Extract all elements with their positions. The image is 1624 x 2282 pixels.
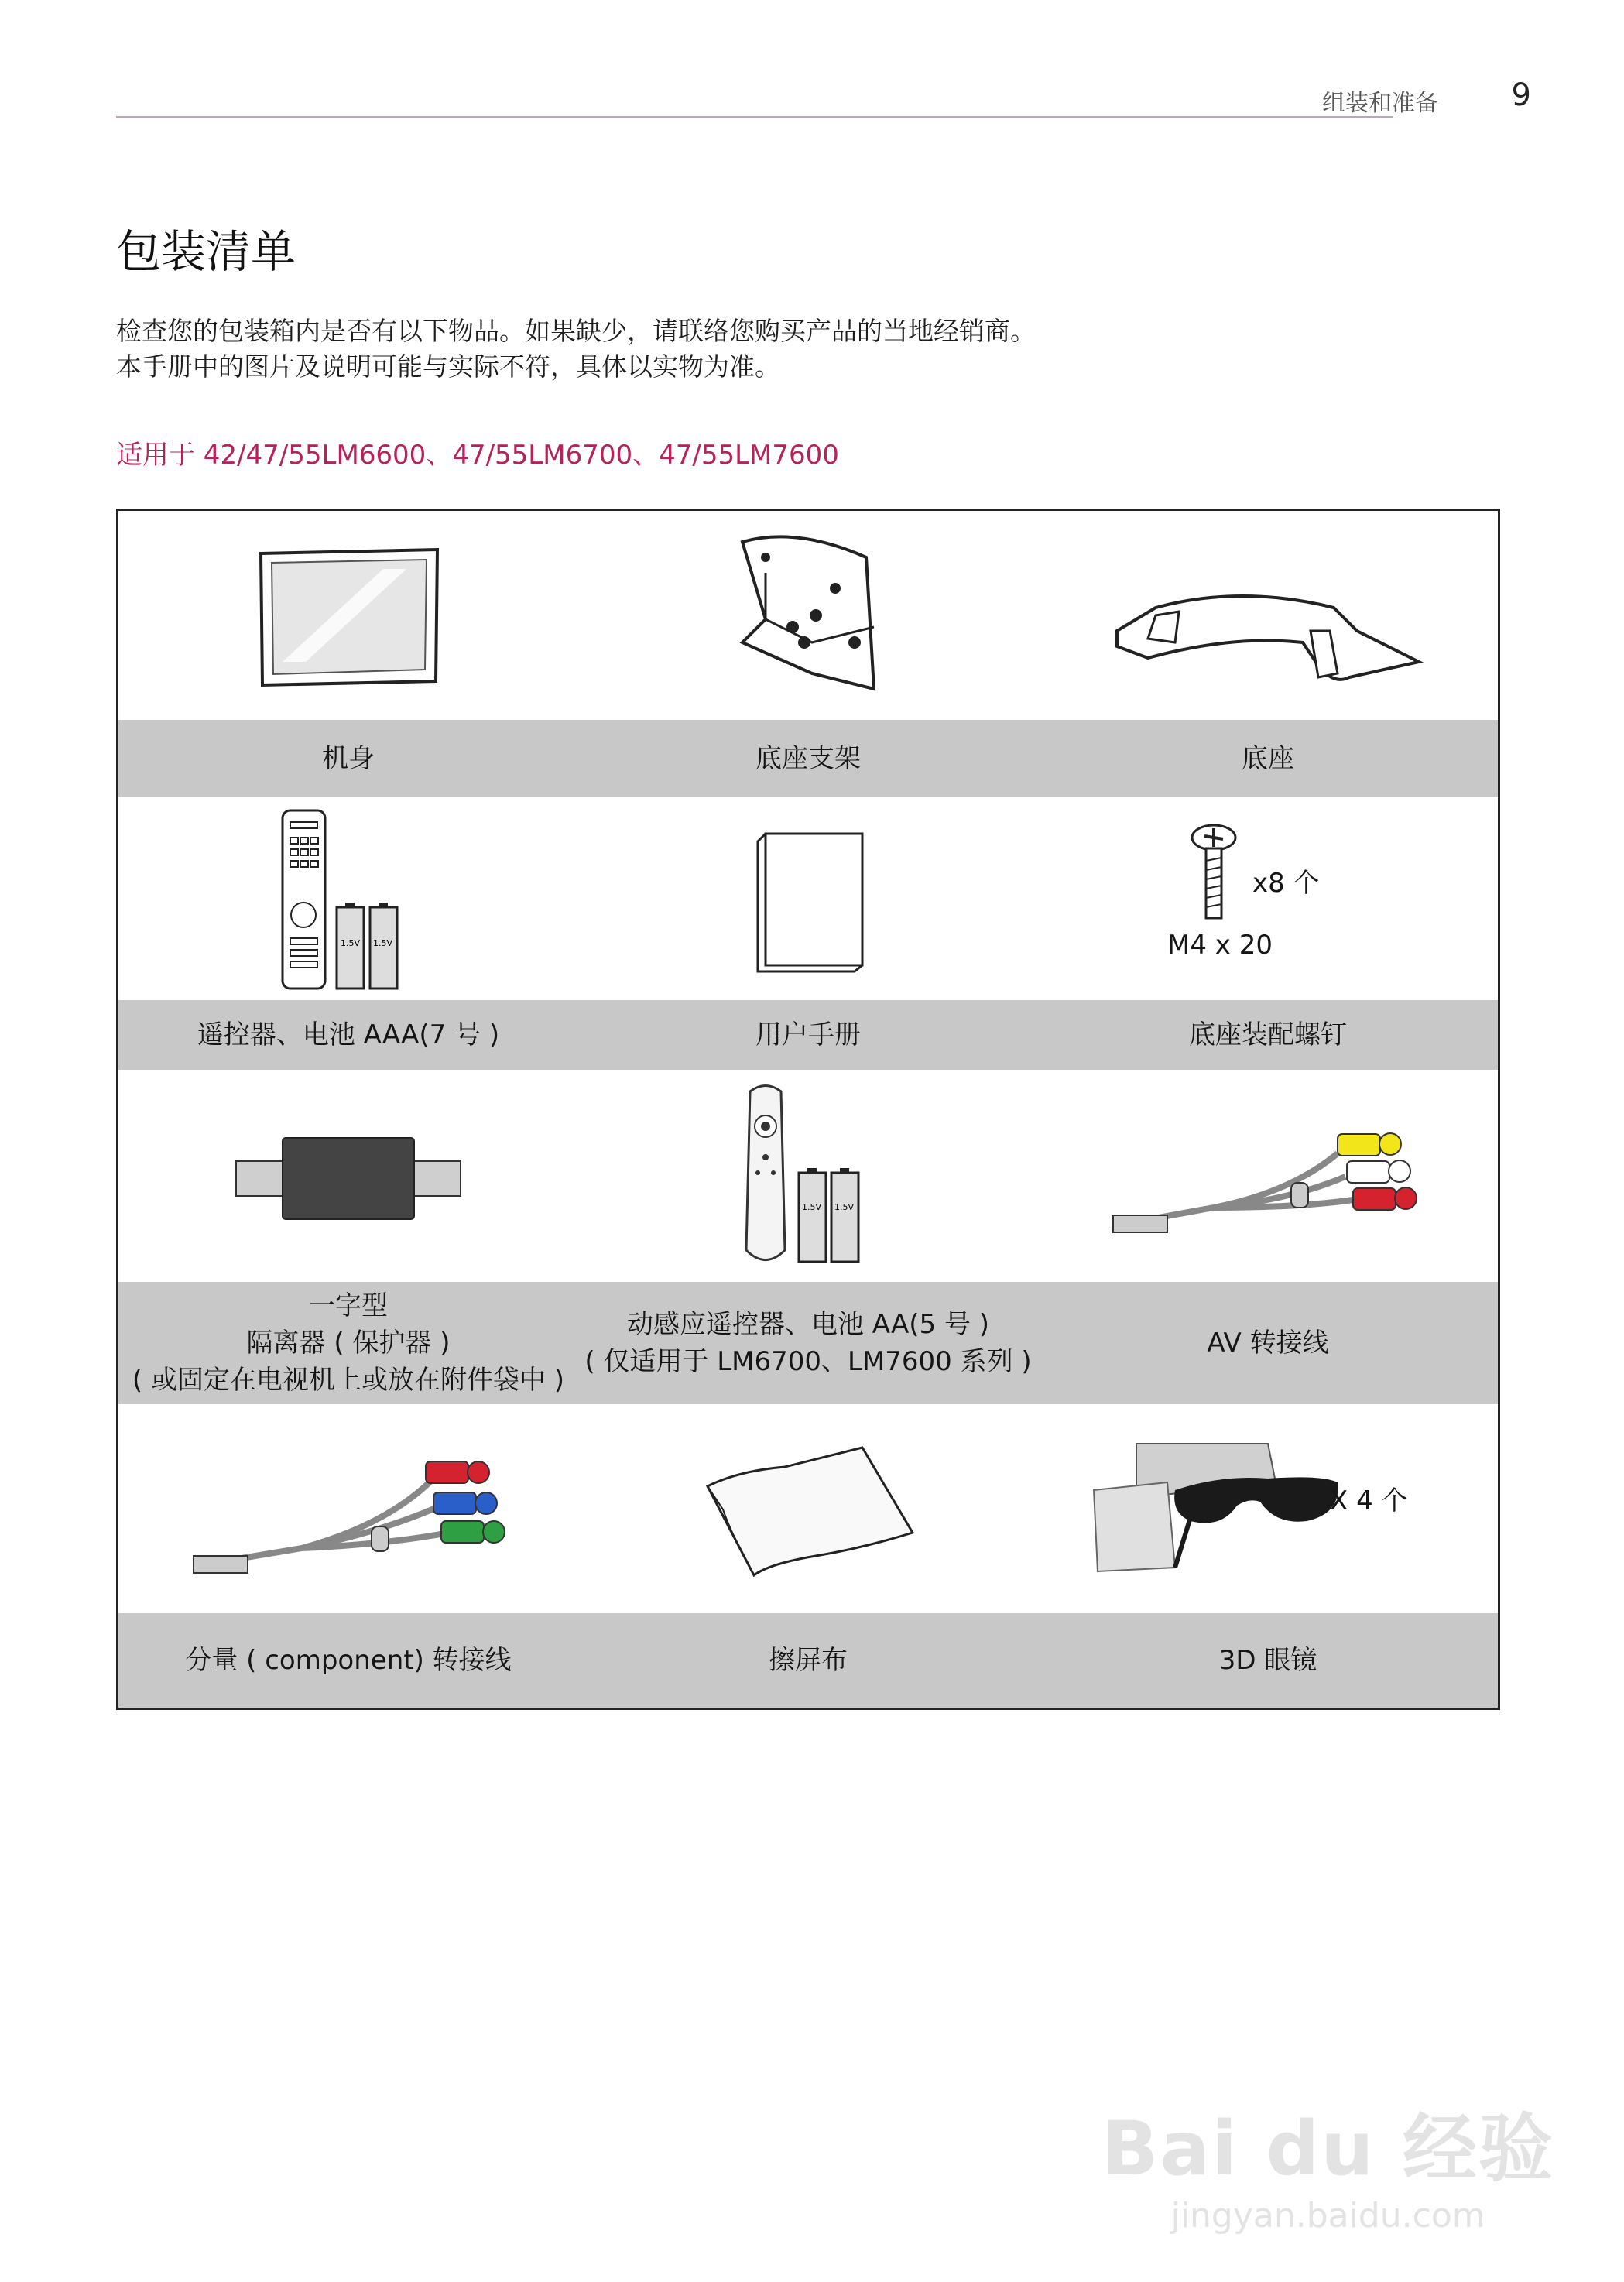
stand-bracket-image <box>578 511 1038 720</box>
cleaning-cloth-icon <box>692 1440 924 1579</box>
cleaning-cloth-image <box>578 1406 1038 1613</box>
intro-line-2: 本手册中的图片及说明可能与实际不符，具体以实物为准。 <box>116 351 780 382</box>
watermark-url: jingyan.baidu.com <box>1170 2196 1485 2236</box>
label-stand-screws: 底座装配螺钉 <box>1189 1019 1347 1050</box>
battery-voltage-1: 1.5V <box>341 938 361 948</box>
row-4-labels <box>118 1613 1498 1708</box>
watermark-brand: Bai du 经验 <box>1102 2106 1554 2192</box>
label-magic-remote: 动感应遥控器、电池 AA(5 号 ) ( 仅适用于 LM6700、LM7600 系列 ) <box>584 1309 1032 1377</box>
label-component-cable: 分量 ( component) 转接线 <box>185 1645 512 1676</box>
label-stand-bracket: 底座支架 <box>755 743 861 774</box>
screws-image <box>1038 799 1498 1000</box>
row-divider <box>118 797 1498 799</box>
manual-book-icon <box>746 826 870 973</box>
aa-battery-icon <box>799 1168 858 1262</box>
model-applicability: 适用于 42/47/55LM6600、47/55LM6700、47/55LM7600 <box>116 440 839 471</box>
baidu-watermark <box>1102 2090 1554 2236</box>
row-1-labels <box>118 720 1498 797</box>
remote-control-icon <box>279 807 418 992</box>
stand-base-image <box>1038 511 1498 720</box>
3d-glasses-icon <box>1090 1436 1345 1583</box>
glasses-quantity: X 4 个 <box>1330 1485 1408 1516</box>
screw-size: M4 x 20 <box>1167 930 1273 961</box>
aa-battery-voltage-2: 1.5V <box>834 1202 855 1212</box>
row-2-labels <box>118 1000 1498 1070</box>
header-rule <box>116 116 1393 118</box>
label-remote-batteries: 遥控器、电池 AAA(7 号 ) <box>197 1019 500 1050</box>
page-number: 9 <box>1511 77 1531 113</box>
label-tv-body: 机身 <box>322 743 375 774</box>
label-cleaning-cloth: 擦屏布 <box>769 1645 848 1676</box>
av-cable-icon <box>1105 1091 1430 1262</box>
label-stand-base: 底座 <box>1242 743 1294 774</box>
screw-icon <box>1183 822 1245 930</box>
isolator-icon <box>232 1130 464 1223</box>
label-av-cable: AV 转接线 <box>1207 1328 1329 1359</box>
page-title: 包装清单 <box>116 225 296 278</box>
glasses-image <box>1038 1406 1498 1613</box>
component-cable-icon <box>186 1432 511 1587</box>
intro-line-1: 检查您的包装箱内是否有以下物品。如果缺少，请联络您购买产品的当地经销商。 <box>116 316 1036 346</box>
user-manual-image <box>578 799 1038 1000</box>
remote-batteries-image <box>118 799 578 1000</box>
tv-body-image <box>118 511 578 720</box>
row-divider <box>118 1070 1498 1071</box>
label-user-manual: 用户手册 <box>755 1019 861 1050</box>
magic-remote-image <box>578 1071 1038 1282</box>
aa-battery-voltage-1: 1.5V <box>802 1202 822 1212</box>
row-3-labels <box>118 1282 1498 1404</box>
isolator-image <box>118 1071 578 1282</box>
stand-bracket-icon <box>719 526 897 704</box>
tv-icon <box>252 538 445 693</box>
row-2-images <box>118 799 1498 1000</box>
row-divider <box>118 1404 1498 1406</box>
label-3d-glasses: 3D 眼镜 <box>1218 1645 1317 1676</box>
label-isolator: 一字型 隔离器 ( 保护器 ) ( 或固定在电视机上或放在附件袋中 ) <box>132 1290 565 1396</box>
section-name: 组装和准备 <box>1322 90 1438 117</box>
component-cable-image <box>118 1406 578 1613</box>
av-cable-image <box>1038 1071 1498 1282</box>
row-3-images <box>118 1071 1498 1282</box>
row-4-images <box>118 1406 1498 1613</box>
package-contents-table <box>116 509 1500 1710</box>
stand-base-icon <box>1102 538 1434 693</box>
intro-text <box>116 314 1036 385</box>
screw-quantity: x8 个 <box>1252 868 1320 899</box>
magic-remote-icon <box>738 1080 878 1273</box>
row-1-images <box>118 511 1498 720</box>
battery-voltage-2: 1.5V <box>373 938 393 948</box>
